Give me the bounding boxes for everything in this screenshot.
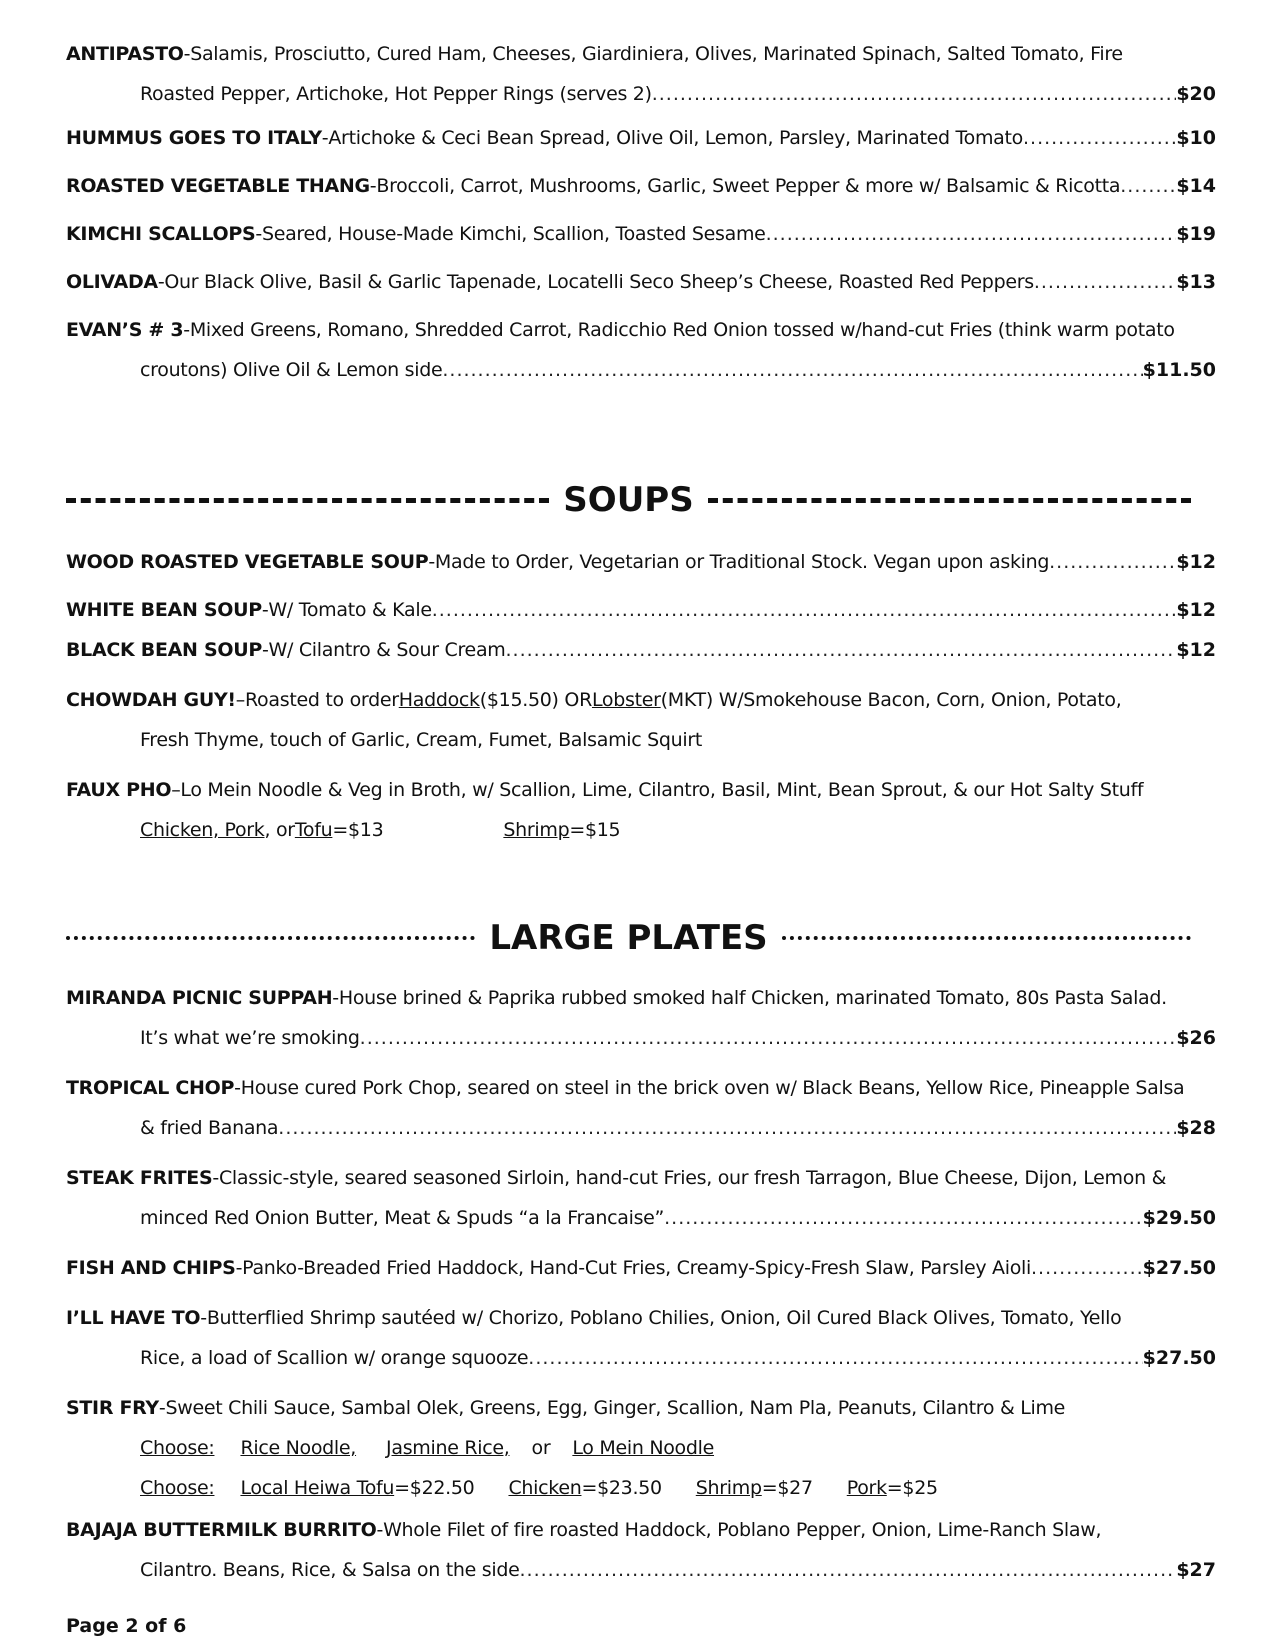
menu-item-stir-fry: STIR FRY - Sweet Chili Sauce, Sambal Olek, Greens, Egg, Ginger, Scallion, Nam Pla, Peanuts, Cilantro & Lime Choose: Rice Noodle, Jasmine Rice, or Lo Mein Noodle Choose: Local Heiwa Tofu =$22.50 Chicken =$23.50 Shrimp =$27 Pork =$25 bbox=[66, 1388, 1216, 1508]
menu-item-olivada: OLIVADA - Our Black Olive, Basil & Garlic Tapenade, Locatelli Seco Sheep’s Cheese, Roasted Red Peppers ..... $13 bbox=[66, 262, 1216, 302]
dot-leader bbox=[1120, 166, 1176, 206]
option-price: =$25 bbox=[886, 1477, 938, 1499]
option-shrimp: Shrimp bbox=[695, 1477, 762, 1499]
item-description: Mixed Greens, Romano, Shredded Carrot, Radicchio Red Onion tossed w/hand-cut Fries (think warm potato bbox=[189, 319, 1175, 341]
item-name: STIR FRY bbox=[66, 1397, 159, 1419]
item-name: HUMMUS GOES TO ITALY bbox=[66, 127, 322, 149]
or-label: or bbox=[531, 1437, 551, 1459]
dot-leader bbox=[664, 1198, 1143, 1238]
option-rice-noodle: Rice Noodle, bbox=[240, 1437, 357, 1459]
item-description: Whole Filet of fire roasted Haddock, Poblano Pepper, Onion, Lime-Ranch Slaw, bbox=[383, 1519, 1102, 1541]
menu-item-evans-3: EVAN’S # 3 - Mixed Greens, Romano, Shredded Carrot, Radicchio Red Onion tossed w/hand-cut Fries (think warm potato croutons) Olive Oil & Lemon side ..... $11.50 bbox=[66, 310, 1216, 390]
choose-label: Choose: bbox=[140, 1437, 215, 1459]
section-title: SOUPS bbox=[563, 480, 694, 520]
dot-leader bbox=[652, 74, 1177, 114]
dot-leader bbox=[519, 1550, 1176, 1590]
item-description: Broccoli, Carrot, Mushrooms, Garlic, Sweet Pepper & more w/ Balsamic & Ricotta bbox=[376, 175, 1121, 197]
item-name: I’LL HAVE TO bbox=[66, 1307, 201, 1329]
stir-fry-protein-options bbox=[66, 1468, 1216, 1508]
section-header-large-plates bbox=[66, 913, 1191, 963]
header-rule-left bbox=[66, 498, 549, 503]
item-name: BAJAJA BUTTERMILK BURRITO bbox=[66, 1519, 377, 1541]
choose-label: Choose: bbox=[140, 1477, 215, 1499]
option-price: =$15 bbox=[569, 819, 621, 841]
menu-item-antipasto: ANTIPASTO - Salamis, Prosciutto, Cured Ham, Cheeses, Giardiniera, Olives, Marinated Spinach, Salted Tomato, Fire Roasted Pepper, Artichoke, Hot Pepper Rings (serves 2) ..... $20 bbox=[66, 34, 1216, 114]
section-title: LARGE PLATES bbox=[489, 918, 768, 958]
item-description-cont: croutons) Olive Oil & Lemon side bbox=[140, 359, 443, 381]
item-description-cont: It’s what we’re smoking bbox=[140, 1027, 360, 1049]
item-description: Made to Order, Vegetarian or Traditional Stock. Vegan upon asking bbox=[434, 551, 1050, 573]
item-price: $20 bbox=[1176, 83, 1216, 105]
item-name: EVAN’S # 3 bbox=[66, 319, 184, 341]
header-rule-right bbox=[708, 498, 1191, 503]
menu-item-roasted-vegetable: ROASTED VEGETABLE THANG - Broccoli, Carrot, Mushrooms, Garlic, Sweet Pepper & more w/ Balsamic & Ricotta ..... $14 bbox=[66, 166, 1216, 206]
item-name: KIMCHI SCALLOPS bbox=[66, 223, 256, 245]
dot-leader bbox=[1049, 542, 1176, 582]
menu-item-steak-frites: STEAK FRITES - Classic-style, seared seasoned Sirloin, hand-cut Fries, our fresh Tarragon, Blue Cheese, Dijon, Lemon & minced Red Onion Butter, Meat & Spuds “a la Francaise” ..... $29.50 bbox=[66, 1158, 1216, 1238]
option-price: =$13 bbox=[332, 819, 384, 841]
item-name: OLIVADA bbox=[66, 271, 158, 293]
menu-item-miranda-picnic: MIRANDA PICNIC SUPPAH - House brined & Paprika rubbed smoked half Chicken, marinated Tomato, 80s Pasta Salad. It’s what we’re smoking ..... $26 bbox=[66, 978, 1216, 1058]
menu-item-black-bean-soup: BLACK BEAN SOUP - W/ Cilantro & Sour Cream ..... $12 bbox=[66, 630, 1216, 670]
item-name: STEAK FRITES bbox=[66, 1167, 213, 1189]
item-description: Our Black Olive, Basil & Garlic Tapenade, Locatelli Seco Sheep’s Cheese, Roasted Red Peppers bbox=[164, 271, 1034, 293]
item-name: BLACK BEAN SOUP bbox=[66, 639, 262, 661]
item-description: Lo Mein Noodle & Veg in Broth, w/ Scallion, Lime, Cilantro, Basil, Mint, Bean Sprout, & our Hot Salty Stuff bbox=[180, 779, 1144, 801]
item-price: $11.50 bbox=[1142, 359, 1216, 381]
option-lobster: Lobster bbox=[591, 689, 661, 711]
option-chicken: Chicken bbox=[508, 1477, 582, 1499]
item-price: $12 bbox=[1176, 639, 1216, 661]
item-price: $28 bbox=[1176, 1117, 1216, 1139]
item-price: $27.50 bbox=[1142, 1257, 1216, 1279]
item-description: Artichoke & Ceci Bean Spread, Olive Oil, Lemon, Parsley, Marinated Tomato bbox=[328, 127, 1023, 149]
item-price: $14 bbox=[1176, 175, 1216, 197]
menu-item-bajaja-burrito: BAJAJA BUTTERMILK BURRITO - Whole Filet of fire roasted Haddock, Poblano Pepper, Onion, Lime-Ranch Slaw, Cilantro. Beans, Rice, & Salsa on the side ..... $27 bbox=[66, 1510, 1216, 1590]
section-header-soups bbox=[66, 475, 1191, 525]
item-name: ANTIPASTO bbox=[66, 43, 184, 65]
item-description-cont: Cilantro. Beans, Rice, & Salsa on the side bbox=[140, 1559, 520, 1581]
option-jasmine-rice: Jasmine Rice, bbox=[386, 1437, 510, 1459]
option-price: =$23.50 bbox=[581, 1477, 662, 1499]
item-name: FISH AND CHIPS bbox=[66, 1257, 236, 1279]
item-price: $12 bbox=[1176, 599, 1216, 621]
header-rule-right bbox=[782, 936, 1191, 940]
dot-leader bbox=[1034, 262, 1177, 302]
item-price: $27 bbox=[1176, 1559, 1216, 1581]
option-chicken-pork: Chicken, Pork bbox=[140, 819, 265, 841]
item-price: $13 bbox=[1176, 271, 1216, 293]
item-description-cont: & fried Banana bbox=[140, 1117, 279, 1139]
menu-item-kimchi-scallops: KIMCHI SCALLOPS - Seared, House-Made Kimchi, Scallion, Toasted Sesame ..... $19 bbox=[66, 214, 1216, 254]
dot-leader bbox=[442, 350, 1142, 390]
item-price: $26 bbox=[1176, 1027, 1216, 1049]
item-name: WOOD ROASTED VEGETABLE SOUP bbox=[66, 551, 429, 573]
option-price: =$22.50 bbox=[394, 1477, 475, 1499]
item-name: WHITE BEAN SOUP bbox=[66, 599, 262, 621]
dot-leader bbox=[528, 1338, 1142, 1378]
item-name: TROPICAL CHOP bbox=[66, 1077, 235, 1099]
dot-leader bbox=[1031, 1248, 1143, 1288]
stir-fry-base-options bbox=[66, 1428, 1216, 1468]
item-price: $12 bbox=[1176, 551, 1216, 573]
menu-item-white-bean-soup: WHITE BEAN SOUP - W/ Tomato & Kale ..... $12 bbox=[66, 590, 1216, 630]
item-description: Seared, House-Made Kimchi, Scallion, Toasted Sesame bbox=[261, 223, 766, 245]
menu-item-wood-roasted-soup: WOOD ROASTED VEGETABLE SOUP - Made to Order, Vegetarian or Traditional Stock. Vegan upon asking ..... $12 bbox=[66, 542, 1216, 582]
option-shrimp: Shrimp bbox=[503, 819, 570, 841]
menu-item-chowdah-guy: CHOWDAH GUY! – Roasted to order Haddock ($15.50) OR Lobster (MKT) W/Smokehouse Bacon, Corn, Onion, Potato, Fresh Thyme, touch of Garlic, Cream, Fumet, Balsamic Squirt bbox=[66, 680, 1216, 760]
item-description: Salamis, Prosciutto, Cured Ham, Cheeses, Giardiniera, Olives, Marinated Spinach, Salted Tomato, Fire bbox=[190, 43, 1123, 65]
item-description-cont: minced Red Onion Butter, Meat & Spuds “a la Francaise” bbox=[140, 1207, 665, 1229]
item-description: Butterflied Shrimp sautéed w/ Chorizo, Poblano Chilies, Onion, Oil Cured Black Olives, Tomato, Yello bbox=[206, 1307, 1122, 1329]
option-lo-mein: Lo Mein Noodle bbox=[572, 1437, 715, 1459]
menu-item-faux-pho: FAUX PHO – Lo Mein Noodle & Veg in Broth, w/ Scallion, Lime, Cilantro, Basil, Mint, Bean Sprout, & our Hot Salty Stuff Chicken, Pork , or Tofu =$13 Shrimp =$15 bbox=[66, 770, 1216, 850]
item-description-cont: Roasted Pepper, Artichoke, Hot Pepper Rings (serves 2) bbox=[140, 83, 652, 105]
option-pork: Pork bbox=[846, 1477, 887, 1499]
item-description: Panko-Breaded Fried Haddock, Hand-Cut Fries, Creamy-Spicy-Fresh Slaw, Parsley Aioli bbox=[242, 1257, 1032, 1279]
dot-leader bbox=[278, 1108, 1176, 1148]
item-name: CHOWDAH GUY! bbox=[66, 689, 236, 711]
item-name: ROASTED VEGETABLE THANG bbox=[66, 175, 370, 197]
item-price: $10 bbox=[1176, 127, 1216, 149]
dot-leader bbox=[766, 214, 1177, 254]
option-tofu: Local Heiwa Tofu bbox=[240, 1477, 395, 1499]
page-number: Page 2 of 6 bbox=[66, 1615, 187, 1637]
item-description: Sweet Chili Sauce, Sambal Olek, Greens, Egg, Ginger, Scallion, Nam Pla, Peanuts, Cilantro & Lime bbox=[165, 1397, 1066, 1419]
item-description: Classic-style, seared seasoned Sirloin, hand-cut Fries, our fresh Tarragon, Blue Cheese, Dijon, Lemon & bbox=[218, 1167, 1167, 1189]
dot-leader bbox=[432, 590, 1177, 630]
item-description-cont: Fresh Thyme, touch of Garlic, Cream, Fumet, Balsamic Squirt bbox=[140, 729, 703, 751]
option-tofu: Tofu bbox=[294, 819, 333, 841]
item-price: $27.50 bbox=[1142, 1347, 1216, 1369]
item-name: MIRANDA PICNIC SUPPAH bbox=[66, 987, 333, 1009]
option-haddock: Haddock bbox=[398, 689, 480, 711]
dot-leader bbox=[360, 1018, 1177, 1058]
item-description: W/ Tomato & Kale bbox=[268, 599, 432, 621]
menu-item-fish-and-chips: FISH AND CHIPS - Panko-Breaded Fried Haddock, Hand-Cut Fries, Creamy-Spicy-Fresh Slaw, Parsley Aioli ..... $27.50 bbox=[66, 1248, 1216, 1288]
header-rule-left bbox=[66, 936, 475, 940]
item-price: $29.50 bbox=[1142, 1207, 1216, 1229]
menu-item-ill-have-to: I’LL HAVE TO - Butterflied Shrimp sautéed w/ Chorizo, Poblano Chilies, Onion, Oil Cured Black Olives, Tomato, Yello Rice, a load of Scallion w/ orange squooze ..... $27.50 bbox=[66, 1298, 1216, 1378]
menu-item-tropical-chop: TROPICAL CHOP - House cured Pork Chop, seared on steel in the brick oven w/ Black Beans, Yellow Rice, Pineapple Salsa & fried Banana ..... $28 bbox=[66, 1068, 1216, 1148]
dot-leader bbox=[506, 630, 1177, 670]
option-price: =$27 bbox=[761, 1477, 813, 1499]
dot-leader bbox=[1023, 118, 1176, 158]
item-description: House cured Pork Chop, seared on steel in the brick oven w/ Black Beans, Yellow Rice, Pineapple Salsa bbox=[240, 1077, 1185, 1099]
item-description: W/ Cilantro & Sour Cream bbox=[268, 639, 506, 661]
item-name: FAUX PHO bbox=[66, 779, 172, 801]
item-description-cont: Rice, a load of Scallion w/ orange squooze bbox=[140, 1347, 529, 1369]
item-price: $19 bbox=[1176, 223, 1216, 245]
menu-item-hummus: HUMMUS GOES TO ITALY - Artichoke & Ceci Bean Spread, Olive Oil, Lemon, Parsley, Marinated Tomato ..... $10 bbox=[66, 118, 1216, 158]
item-description: House brined & Paprika rubbed smoked half Chicken, marinated Tomato, 80s Pasta Salad. bbox=[338, 987, 1167, 1009]
